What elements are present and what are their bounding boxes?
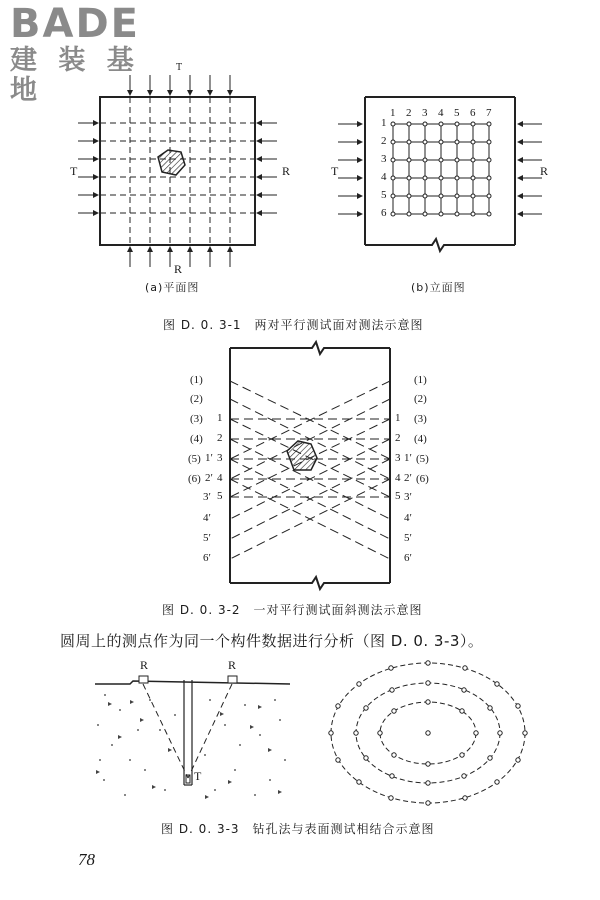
right-outer-4: (4): [414, 433, 427, 445]
borehole-label-r2: R: [228, 658, 237, 672]
surface-rings-view: [329, 661, 527, 805]
plan-subcaption: (a)平面图: [145, 281, 200, 294]
plan-view: [78, 75, 277, 267]
left-inner-5: 5: [217, 490, 223, 502]
left-outer-6: (6): [188, 473, 201, 485]
left-prime-2: 2′: [205, 472, 213, 484]
right-inner-2: 2: [395, 432, 401, 444]
oblique-view: [230, 342, 390, 589]
left-outer-3: (3): [190, 413, 203, 425]
plan-label-bottom: R: [174, 262, 183, 276]
figure2-caption: 图 D. 0. 3-2 一对平行测试面斜测法示意图: [162, 603, 423, 617]
right-prime-2: 2′: [404, 472, 412, 484]
left-outer-5: (5): [188, 453, 201, 465]
right-prime-4: 4′: [404, 512, 412, 524]
left-outer-2: (2): [190, 393, 203, 405]
elev-col-4: 4: [438, 107, 444, 119]
right-outer-2: (2): [414, 393, 427, 405]
elevation-view: [338, 97, 542, 251]
logo-chinese: 建 装 基 地: [10, 45, 140, 106]
right-inner-1: 1: [395, 412, 401, 424]
elev-row-6: 6: [381, 207, 387, 219]
right-prime-6: 6′: [404, 552, 412, 564]
right-prime-1: 1′: [404, 452, 412, 464]
left-outer-4: (4): [190, 433, 203, 445]
right-prime-3: 3′: [404, 491, 412, 503]
right-inner-5: 5: [395, 490, 401, 502]
elev-subcaption: (b)立面图: [411, 281, 466, 294]
right-outer-6: (6): [416, 473, 429, 485]
left-outer-1: (1): [190, 374, 203, 386]
logo-word: BADE: [10, 1, 140, 47]
elev-col-6: 6: [470, 107, 476, 119]
elev-col-1: 1: [390, 107, 396, 119]
elev-row-2: 2: [381, 135, 387, 147]
borehole-label-r1: R: [140, 658, 149, 672]
left-prime-3: 3′: [203, 491, 211, 503]
elev-col-3: 3: [422, 107, 428, 119]
page-number: 78: [78, 850, 95, 869]
left-prime-4: 4′: [203, 512, 211, 524]
borehole-label-t: T: [194, 769, 202, 783]
left-inner-1: 1: [217, 412, 223, 424]
right-inner-4: 4: [395, 472, 401, 484]
right-prime-5: 5′: [404, 532, 412, 544]
right-outer-1: (1): [414, 374, 427, 386]
plan-label-right: R: [282, 164, 291, 178]
elev-row-5: 5: [381, 189, 387, 201]
elev-col-2: 2: [406, 107, 412, 119]
elev-col-7: 7: [486, 107, 492, 119]
elev-row-1: 1: [381, 117, 387, 129]
elev-row-4: 4: [381, 171, 387, 183]
borehole-view: [95, 676, 290, 799]
elev-label-left: T: [331, 164, 339, 178]
right-outer-3: (3): [414, 413, 427, 425]
left-inner-4: 4: [217, 472, 223, 484]
elev-label-right: R: [540, 164, 549, 178]
elev-row-3: 3: [381, 153, 387, 165]
left-prime-1: 1′: [205, 452, 213, 464]
figure3-caption: 图 D. 0. 3-3 钻孔法与表面测试相结合示意图: [161, 822, 435, 836]
left-prime-6: 6′: [203, 552, 211, 564]
right-outer-5: (5): [416, 453, 429, 465]
left-inner-2: 2: [217, 432, 223, 444]
elev-col-5: 5: [454, 107, 460, 119]
body-paragraph: 圆周上的测点作为同一个构件数据进行分析（图 D. 0. 3-3）。: [60, 632, 484, 650]
figure1-caption: 图 D. 0. 3-1 两对平行测试面对测法示意图: [163, 318, 424, 332]
plan-label-left: T: [70, 164, 78, 178]
right-inner-3: 3: [395, 452, 401, 464]
left-inner-3: 3: [217, 452, 223, 464]
left-prime-5: 5′: [203, 532, 211, 544]
plan-label-top: T: [176, 62, 183, 73]
